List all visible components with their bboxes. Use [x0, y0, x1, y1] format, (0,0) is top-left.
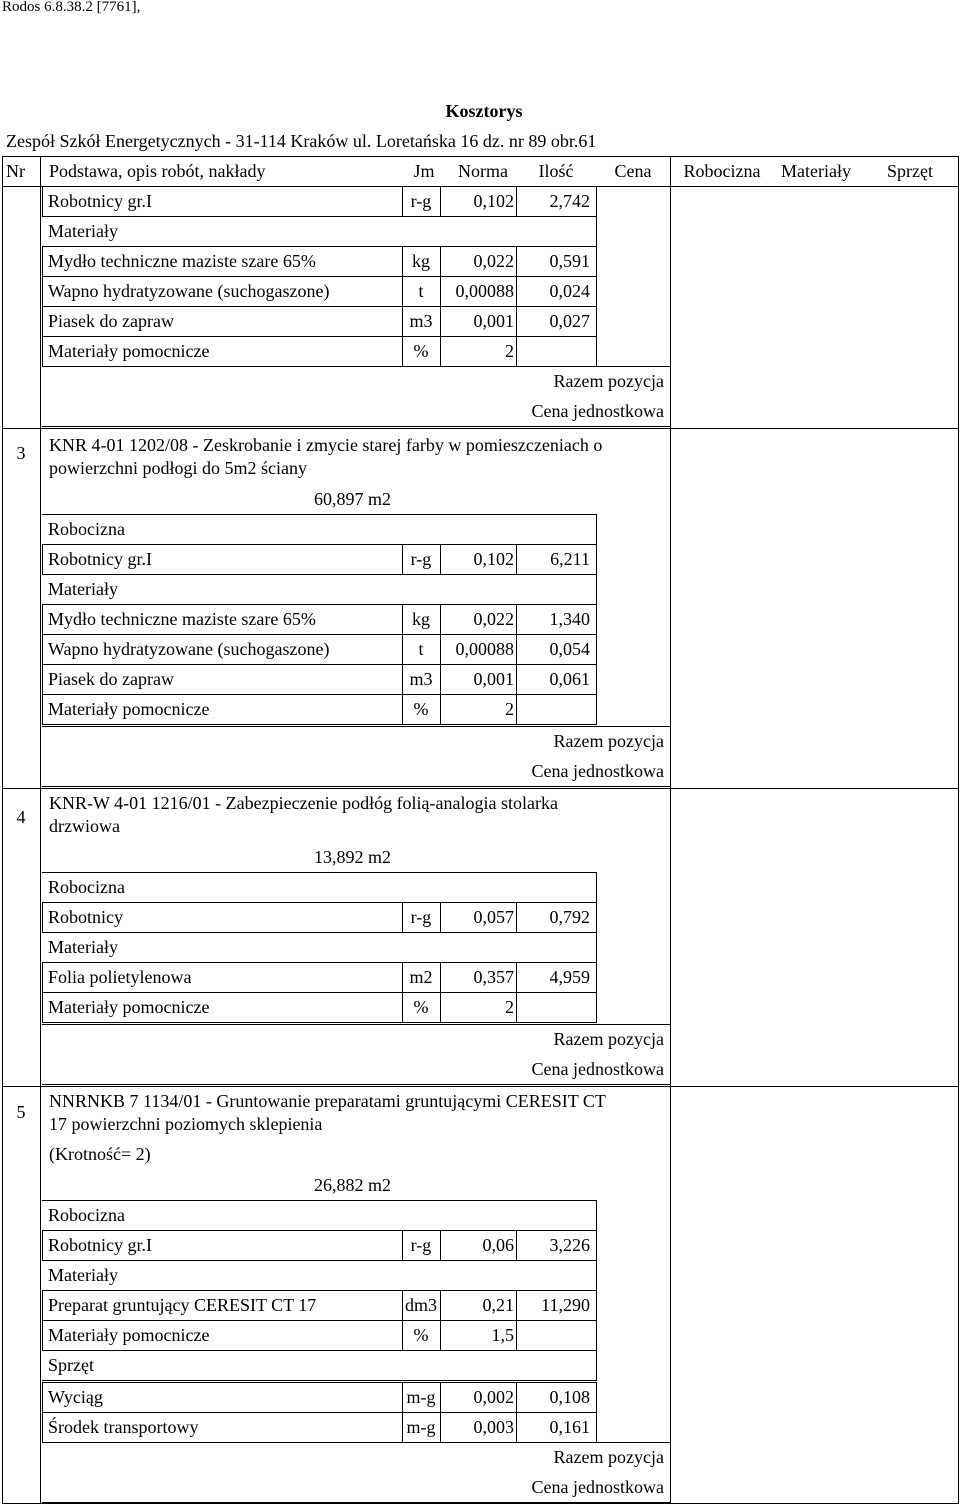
item-quantity: 26,882 m2	[314, 1175, 392, 1195]
column-divider	[596, 1200, 597, 1231]
item5-row-qty: 3,226	[549, 1235, 590, 1255]
column-divider	[42, 306, 43, 337]
column-divider	[440, 186, 441, 217]
column-divider	[596, 932, 597, 963]
column-divider	[440, 1290, 441, 1321]
column-divider	[42, 1320, 43, 1351]
column-divider	[596, 276, 597, 307]
item4-row-name: Folia polietylenowa	[48, 967, 192, 987]
row-divider	[42, 306, 596, 307]
column-divider	[440, 276, 441, 307]
column-divider	[516, 694, 517, 725]
item4-row-unit: %	[413, 997, 429, 1017]
column-divider	[42, 902, 43, 933]
row-divider	[42, 1084, 670, 1085]
row-divider	[42, 1200, 596, 1201]
row-divider	[42, 1260, 596, 1261]
row-divider	[42, 574, 596, 575]
row-divider	[42, 786, 670, 787]
item5-row-norm: 0,002	[473, 1387, 514, 1407]
prev-row-unit: m3	[409, 311, 433, 331]
item-description: drzwiowa	[49, 816, 120, 836]
item3-row-unit: r-g	[410, 549, 432, 569]
row-divider	[42, 246, 596, 247]
col-description-header: Podstawa, opis robót, nakłady	[49, 161, 266, 181]
prev-row-qty: 0,027	[549, 311, 590, 331]
column-divider	[42, 544, 43, 575]
column-divider	[42, 246, 43, 277]
column-divider	[42, 962, 43, 993]
row-divider	[42, 1320, 596, 1321]
col-unit-header: Jm	[413, 161, 435, 181]
row-divider	[42, 932, 596, 933]
prev-row-norm: 2	[505, 341, 514, 361]
item-description: 17 powierzchni poziomych sklepienia	[49, 1114, 323, 1134]
column-divider	[596, 246, 597, 277]
column-divider	[42, 694, 43, 725]
prev-row-norm: 0,022	[473, 251, 514, 271]
item5-row-qty: 0,108	[549, 1387, 590, 1407]
column-divider	[440, 902, 441, 933]
row-divider	[42, 1230, 596, 1231]
column-divider	[596, 1260, 597, 1291]
row-divider	[42, 902, 596, 903]
column-divider	[440, 634, 441, 665]
prev-row-qty: 0,591	[549, 251, 590, 271]
column-divider	[596, 186, 597, 217]
prev-row-name: Piasek do zapraw	[48, 311, 174, 331]
row-divider	[42, 1442, 670, 1443]
labor-heading: Robocizna	[48, 1205, 125, 1225]
item5-row-unit: r-g	[410, 1235, 432, 1255]
item-number: 4	[16, 807, 26, 827]
column-divider	[440, 544, 441, 575]
item-description: powierzchni podłogi do 5m2 ściany	[49, 458, 307, 478]
row-divider	[2, 1503, 958, 1504]
column-divider	[42, 664, 43, 695]
column-divider	[596, 992, 597, 1023]
item4-row-name: Materiały pomocnicze	[48, 997, 210, 1017]
item-description: KNR 4-01 1202/08 - Zeskrobanie i zmycie starej farby w pomieszczeniach o	[49, 435, 603, 455]
item5-row-norm: 0,21	[482, 1295, 514, 1315]
item5-row-qty: 11,290	[541, 1295, 590, 1315]
column-divider	[596, 336, 597, 367]
row-divider	[2, 428, 958, 429]
column-divider	[440, 306, 441, 337]
row-divider	[42, 724, 596, 725]
row-divider	[2, 788, 958, 789]
column-divider	[440, 1320, 441, 1351]
item3-row-name: Robotnicy gr.I	[48, 549, 152, 569]
row-divider	[2, 156, 958, 157]
item4-row-name: Robotnicy	[48, 907, 123, 927]
prev-row-unit: r-g	[410, 191, 432, 211]
column-divider	[670, 156, 671, 1504]
item3-row-unit: kg	[412, 609, 430, 629]
prev-row-norm: 0,102	[473, 191, 514, 211]
item5-row-qty: 0,161	[549, 1417, 590, 1437]
item5-row-name: Preparat gruntujący CERESIT CT 17	[48, 1295, 317, 1315]
column-divider	[440, 246, 441, 277]
column-divider	[40, 156, 41, 1504]
column-divider	[596, 216, 597, 247]
row-divider	[42, 694, 596, 695]
row-divider	[42, 992, 596, 993]
materials-heading: Materiały	[48, 221, 118, 241]
column-divider	[42, 1382, 43, 1413]
column-divider	[596, 1290, 597, 1321]
column-divider	[440, 694, 441, 725]
column-divider	[42, 1290, 43, 1321]
item3-row-qty: 1,340	[549, 609, 590, 629]
materials-heading: Materiały	[48, 1265, 118, 1285]
column-divider	[596, 574, 597, 605]
item3-row-qty: 6,211	[550, 549, 590, 569]
equipment-heading: Sprzęt	[48, 1355, 94, 1375]
column-divider	[596, 1382, 597, 1413]
column-divider	[596, 1412, 597, 1443]
item3-row-qty: 0,061	[549, 669, 590, 689]
column-divider	[596, 664, 597, 695]
item3-row-norm: 0,001	[473, 669, 514, 689]
item5-row-unit: %	[413, 1325, 429, 1345]
column-divider	[596, 962, 597, 993]
item5-row-unit: m-g	[406, 1387, 436, 1407]
column-divider	[596, 306, 597, 337]
row-divider	[42, 1290, 596, 1291]
column-divider	[596, 604, 597, 635]
column-divider	[440, 664, 441, 695]
row-divider	[42, 186, 596, 187]
prev-row-norm: 0,001	[473, 311, 514, 331]
column-divider	[516, 336, 517, 367]
column-divider	[440, 604, 441, 635]
column-divider	[42, 1412, 43, 1443]
prev-row-qty: 0,024	[549, 281, 590, 301]
item-number: 5	[16, 1102, 26, 1122]
column-divider	[596, 1230, 597, 1261]
item3-row-name: Mydło techniczne maziste szare 65%	[48, 609, 316, 629]
item5-row-unit: m-g	[406, 1417, 436, 1437]
item4-row-norm: 0,357	[473, 967, 514, 987]
row-divider	[42, 514, 596, 515]
item-description: NNRNKB 7 1134/01 - Gruntowanie preparatami gruntującymi CERESIT CT	[49, 1091, 606, 1111]
column-divider	[958, 156, 959, 1504]
column-divider	[440, 336, 441, 367]
column-divider	[596, 634, 597, 665]
item5-row-name: Robotnicy gr.I	[48, 1235, 152, 1255]
prev-row-qty: 2,742	[549, 191, 590, 211]
column-divider	[42, 604, 43, 635]
column-divider	[596, 1320, 597, 1351]
item-description: KNR-W 4-01 1216/01 - Zabezpieczenie podłóg folią-analogia stolarka	[49, 793, 558, 813]
item5-row-name: Materiały pomocnicze	[48, 1325, 210, 1345]
item4-row-unit: m2	[409, 967, 433, 987]
column-divider	[42, 1230, 43, 1261]
column-divider	[596, 694, 597, 725]
row-divider	[42, 1350, 596, 1351]
item4-row-norm: 0,057	[473, 907, 514, 927]
item-quantity: 60,897 m2	[314, 489, 392, 509]
row-divider	[42, 962, 596, 963]
col-nr-header: Nr	[6, 161, 25, 181]
item3-row-unit: m3	[409, 669, 433, 689]
column-divider	[42, 992, 43, 1023]
item5-row-name: Środek transportowy	[48, 1417, 199, 1437]
item3-row-name: Materiały pomocnicze	[48, 699, 210, 719]
prev-row-name: Robotnicy gr.I	[48, 191, 152, 211]
row-divider	[42, 664, 596, 665]
col-labor-header: Robocizna	[683, 161, 761, 181]
labor-heading: Robocizna	[48, 519, 125, 539]
razem-pozycja: Razem pozycja	[553, 1447, 664, 1467]
cena-jednostkowa: Cena jednostkowa	[531, 1477, 664, 1497]
column-divider	[42, 186, 43, 217]
column-divider	[596, 902, 597, 933]
prev-row-unit: %	[413, 341, 429, 361]
item-quantity: 13,892 m2	[314, 847, 392, 867]
row-divider	[42, 1502, 670, 1503]
item3-row-norm: 2	[505, 699, 514, 719]
item4-row-norm: 2	[505, 997, 514, 1017]
razem-pozycja: Razem pozycja	[553, 731, 664, 751]
row-divider	[42, 604, 596, 605]
labor-heading: Robocizna	[48, 877, 125, 897]
column-divider	[440, 992, 441, 1023]
document-title: Kosztorys	[445, 101, 523, 121]
col-price-header: Cena	[614, 161, 652, 181]
column-divider	[440, 1230, 441, 1261]
row-divider	[42, 1382, 596, 1383]
razem-pozycja: Razem pozycja	[553, 1029, 664, 1049]
cena-jednostkowa: Cena jednostkowa	[531, 1059, 664, 1079]
prev-row-unit: kg	[412, 251, 430, 271]
column-divider	[596, 514, 597, 545]
item3-row-norm: 0,00088	[455, 639, 514, 659]
prev-row-unit: t	[418, 281, 424, 301]
item3-row-qty: 0,054	[549, 639, 590, 659]
column-divider	[42, 634, 43, 665]
item4-row-unit: r-g	[410, 907, 432, 927]
item5-row-norm: 0,003	[473, 1417, 514, 1437]
column-divider	[2, 156, 3, 1504]
item3-row-norm: 0,102	[473, 549, 514, 569]
item3-row-name: Wapno hydratyzowane (suchogaszone)	[48, 639, 330, 659]
item-number: 3	[16, 443, 26, 463]
row-divider	[42, 634, 596, 635]
col-norm-header: Norma	[458, 161, 508, 181]
prev-row-norm: 0,00088	[455, 281, 514, 301]
row-divider	[42, 1412, 596, 1413]
prev-row-name: Wapno hydratyzowane (suchogaszone)	[48, 281, 330, 301]
column-divider	[596, 544, 597, 575]
materials-heading: Materiały	[48, 579, 118, 599]
column-divider	[440, 1382, 441, 1413]
row-divider	[42, 872, 596, 873]
row-divider	[42, 426, 670, 427]
row-divider	[42, 544, 596, 545]
item5-row-unit: dm3	[404, 1295, 437, 1315]
column-divider	[596, 1350, 597, 1381]
col-quantity-header: Ilość	[538, 161, 574, 181]
prev-row-name: Mydło techniczne maziste szare 65%	[48, 251, 316, 271]
column-divider	[440, 962, 441, 993]
row-divider	[42, 1024, 670, 1025]
cena-jednostkowa: Cena jednostkowa	[531, 761, 664, 781]
item5-row-name: Wyciąg	[48, 1387, 103, 1407]
prev-row-name: Materiały pomocnicze	[48, 341, 210, 361]
row-divider	[42, 276, 596, 277]
column-divider	[440, 1412, 441, 1443]
column-divider	[42, 276, 43, 307]
col-materials-header: Materiały	[781, 161, 851, 181]
item-multiplier: (Krotność= 2)	[49, 1144, 151, 1164]
item3-row-name: Piasek do zapraw	[48, 669, 174, 689]
razem-pozycja: Razem pozycja	[553, 371, 664, 391]
item5-row-norm: 0,06	[482, 1235, 514, 1255]
cena-jednostkowa: Cena jednostkowa	[531, 401, 664, 421]
item3-row-unit: %	[413, 699, 429, 719]
source-label: Rodos 6.8.38.2 [7761],	[2, 0, 141, 15]
item4-row-qty: 0,792	[549, 907, 590, 927]
column-divider	[596, 872, 597, 903]
row-divider	[2, 1086, 958, 1087]
row-divider	[42, 1022, 596, 1023]
column-divider	[516, 992, 517, 1023]
document-subtitle: Zespół Szkół Energetycznych - 31-114 Kraków ul. Loretańska 16 dz. nr 89 obr.61	[6, 131, 597, 151]
row-divider	[42, 366, 670, 367]
column-divider	[516, 1320, 517, 1351]
row-divider	[42, 336, 596, 337]
item5-row-norm: 1,5	[491, 1325, 514, 1345]
row-divider	[42, 1380, 596, 1381]
column-divider	[42, 336, 43, 367]
col-equipment-header: Sprzęt	[887, 161, 933, 181]
item4-row-qty: 4,959	[549, 967, 590, 987]
row-divider	[42, 216, 596, 217]
item3-row-norm: 0,022	[473, 609, 514, 629]
item3-row-unit: t	[418, 639, 424, 659]
materials-heading: Materiały	[48, 937, 118, 957]
row-divider	[42, 726, 670, 727]
